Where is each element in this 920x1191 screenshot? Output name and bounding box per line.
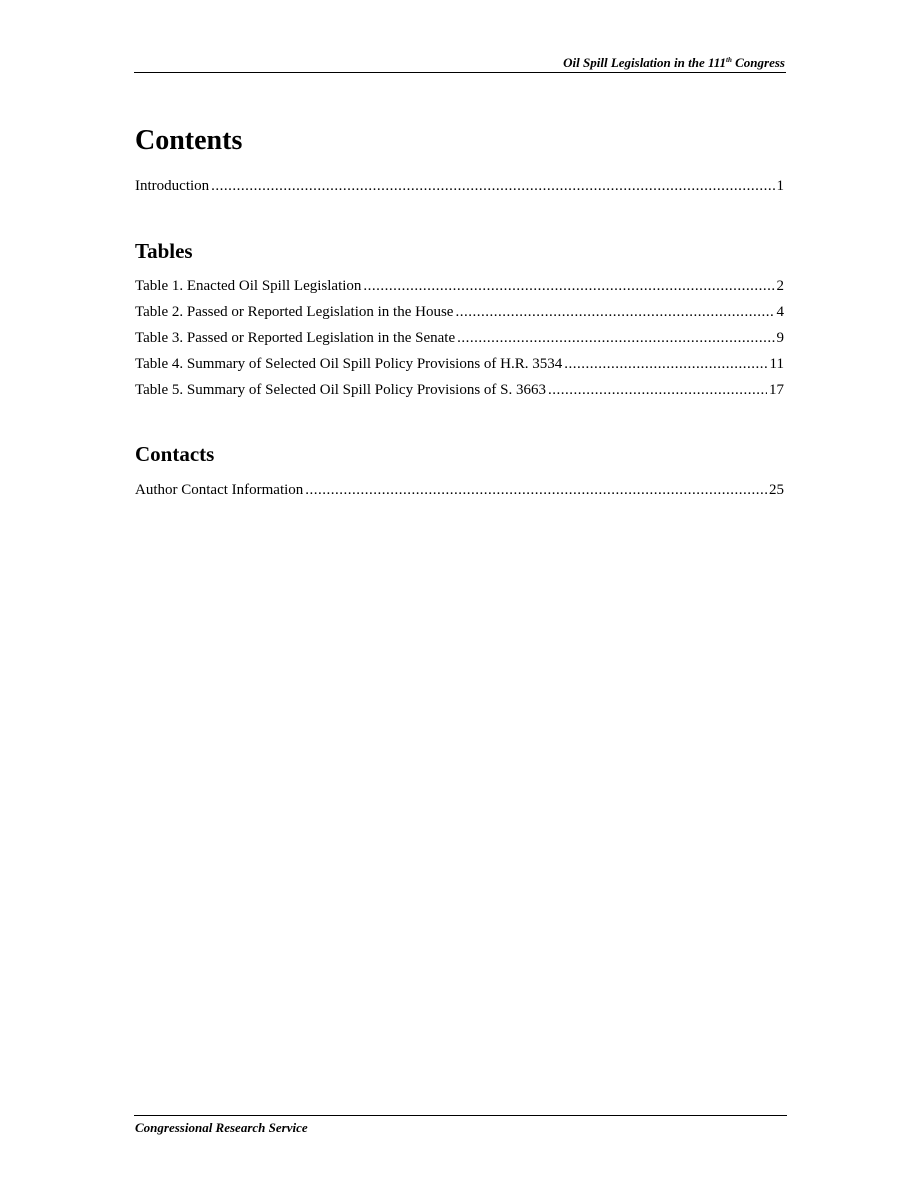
toc-dot-leader <box>548 380 767 400</box>
toc-page-number: 25 <box>769 482 784 498</box>
footer-text: Congressional Research Service <box>135 1120 308 1135</box>
toc-entry-author-contact[interactable] <box>135 480 784 506</box>
tables-list <box>135 276 784 406</box>
toc-entry-table-5[interactable] <box>135 380 784 406</box>
tables-heading: Tables <box>135 239 193 263</box>
toc-dot-leader <box>455 302 774 322</box>
header-title-text: Oil Spill Legislation in the 111 <box>563 55 727 70</box>
toc-entry-label: Introduction <box>135 178 210 194</box>
toc-dot-leader <box>457 328 774 348</box>
contacts-list <box>135 480 784 506</box>
toc-page-number: 1 <box>776 178 784 194</box>
toc-dot-leader <box>305 480 767 500</box>
toc-page-number: 9 <box>776 330 784 346</box>
toc-entry-label: Table 4. Summary of Selected Oil Spill Policy Provisions of H.R. 3534 <box>135 356 563 372</box>
toc-entry-introduction[interactable] <box>135 176 784 202</box>
contacts-heading: Contacts <box>135 442 215 466</box>
toc-entry-label: Table 1. Enacted Oil Spill Legislation <box>135 278 362 294</box>
toc-dot-leader <box>363 276 774 296</box>
toc-page-number: 17 <box>769 382 784 398</box>
page-footer <box>134 1115 787 1135</box>
toc-entry-label: Table 5. Summary of Selected Oil Spill Policy Provisions of S. 3663 <box>135 382 547 398</box>
toc-dot-leader <box>211 176 774 196</box>
header-title-suffix: Congress <box>731 55 785 70</box>
toc-entry-table-1[interactable] <box>135 276 784 302</box>
toc-entry-label: Table 2. Passed or Reported Legislation in the House <box>135 304 454 320</box>
page-header <box>134 54 786 73</box>
contents-heading: Contents <box>135 125 243 156</box>
toc-entry-label: Author Contact Information <box>135 482 304 498</box>
toc-entry-table-3[interactable] <box>135 328 784 354</box>
toc-page-number: 2 <box>776 278 784 294</box>
toc-entry-label: Table 3. Passed or Reported Legislation in the Senate <box>135 330 456 346</box>
toc-entry-table-2[interactable] <box>135 302 784 328</box>
running-header-title <box>563 56 785 70</box>
toc-dot-leader <box>564 354 767 374</box>
toc-page-number: 4 <box>776 304 784 320</box>
contents-list <box>135 176 784 202</box>
header-title-superscript: th <box>726 56 732 64</box>
toc-entry-table-4[interactable] <box>135 354 784 380</box>
toc-page-number: 11 <box>769 356 784 372</box>
